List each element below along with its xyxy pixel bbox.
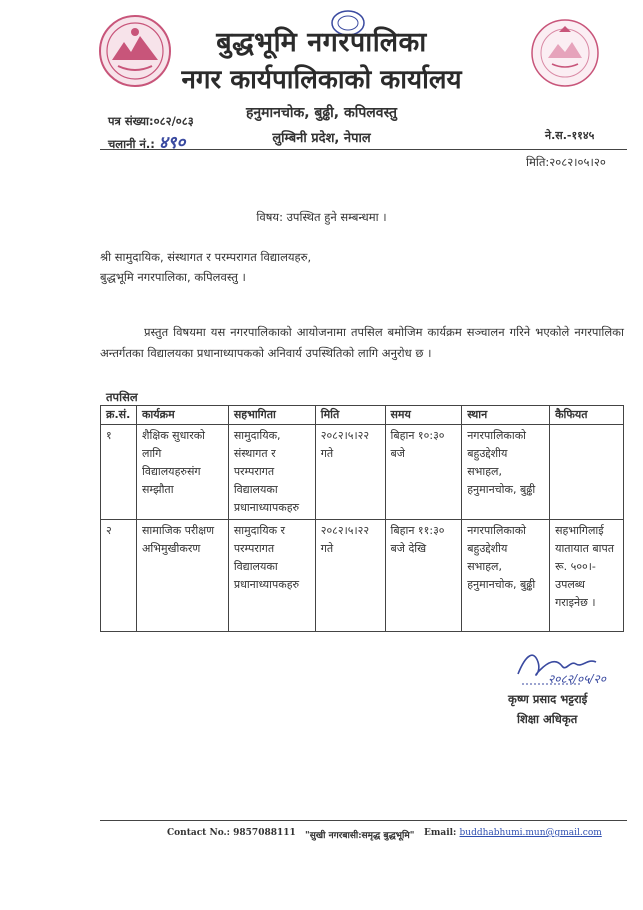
contact-number: 9857088111 [233, 828, 296, 838]
dispatch-number-handwritten: ४९० [158, 133, 186, 153]
footer-slogan: "सुखी नगरबासी:समृद्ध बुद्धभूमि" [305, 831, 415, 841]
footer-divider [100, 820, 627, 821]
cell-remarks: सहभागिलाई यातायात बापत रू. ५००।- उपलब्ध गराइनेछ । [550, 520, 624, 632]
signatory-name: कृष्ण प्रसाद भट्टराई [508, 692, 588, 706]
letter-subject: विषय: उपस्थित हुने सम्बन्धमा । [256, 210, 387, 224]
table-row [101, 425, 624, 520]
col-header-sn: क्र.सं. [101, 406, 137, 425]
col-header-date: मिति [315, 406, 385, 425]
office-title: नगर कार्यपालिकाको कार्यालय [181, 65, 462, 95]
nepal-sambat: ने.स.-११४५ [545, 129, 595, 142]
table-header-row [101, 406, 624, 425]
footer-contact [167, 828, 296, 838]
province-line: लुम्बिनी प्रदेश, नेपाल [272, 131, 371, 146]
email-link[interactable]: buddhabhumi.mun@gmail.com [459, 828, 602, 838]
letter-number [108, 114, 194, 129]
cell-venue: नगरपालिकाको बहुउद्देशीय सभाहल, हनुमानचोक, बुढ्ढी [462, 425, 550, 520]
cell-program: सामाजिक परीक्षण अभिमुखीकरण [136, 520, 228, 632]
table-row [101, 520, 624, 632]
cell-program: शैक्षिक सुधारको लागि विद्यालयहरुसंग सम्झौता [136, 425, 228, 520]
schedule-table [100, 405, 624, 632]
dispatch-number-label: चलानी नं.: [108, 137, 155, 151]
letter-date: मिति:२०८२।०५।२० [526, 155, 606, 169]
letter-body: प्रस्तुत विषयमा यस नगरपालिकाको आयोजनामा तपसिल बमोजिम कार्यक्रम सञ्चालन गरिने भएकोले नगरपालिका अन्तर्गतका विद्यालयका प्रधानाध्यापकको अनिवार्य उपस्थितिको लागि अनुरोध छ । [100, 325, 624, 360]
email-label: Email: [424, 828, 457, 838]
cell-venue: नगरपालिकाको बहुउद्देशीय सभाहल, हनुमानचोक, बुढ्ढी [462, 520, 550, 632]
office-address: हनुमानचोक, बुढ्ढी, कपिलवस्तु [245, 105, 398, 121]
cell-participation: सामुदायिक, संस्थागत र परम्परागत विद्यालयका प्रधानाध्यापकहरु [228, 425, 315, 520]
addressee-line-2: बुद्धभूमि नगरपालिका, कपिलवस्तु । [100, 270, 246, 284]
col-header-venue: स्थान [462, 406, 550, 425]
cell-time: बिहान १०:३० बजे [385, 425, 462, 520]
cell-date: २०८२।५।२२ गते [315, 425, 385, 520]
cell-participation: सामुदायिक र परम्परागत विद्यालयका प्रधानाध्यापकहरु [228, 520, 315, 632]
schedule-label: तपसिल [106, 390, 138, 404]
cell-sn: २ [101, 520, 137, 632]
contact-label: Contact No.: [167, 828, 230, 838]
letter-number-label: पत्र संख्या: [108, 114, 154, 128]
header-divider [100, 149, 627, 150]
col-header-program: कार्यक्रम [136, 406, 228, 425]
signatory-title: शिक्षा अधिकृत [517, 712, 578, 726]
col-header-participation: सहभागिता [228, 406, 315, 425]
cell-time: बिहान ११:३० बजे देखि [385, 520, 462, 632]
col-header-time: समय [385, 406, 462, 425]
signature-date-handwritten: २०८२/०५/२० [548, 672, 607, 686]
municipality-title: बुद्धभूमि नगरपालिका [216, 27, 427, 58]
col-header-remarks: कैफियत [550, 406, 624, 425]
cell-remarks [550, 425, 624, 520]
letter-number-value: ०८२/०८३ [153, 114, 194, 128]
cell-date: २०८२।५।२२ गते [315, 520, 385, 632]
cell-sn: १ [101, 425, 137, 520]
footer-email [424, 828, 602, 838]
addressee-line-1: श्री सामुदायिक, संस्थागत र परम्परागत विद्यालयहरु, [100, 250, 312, 264]
